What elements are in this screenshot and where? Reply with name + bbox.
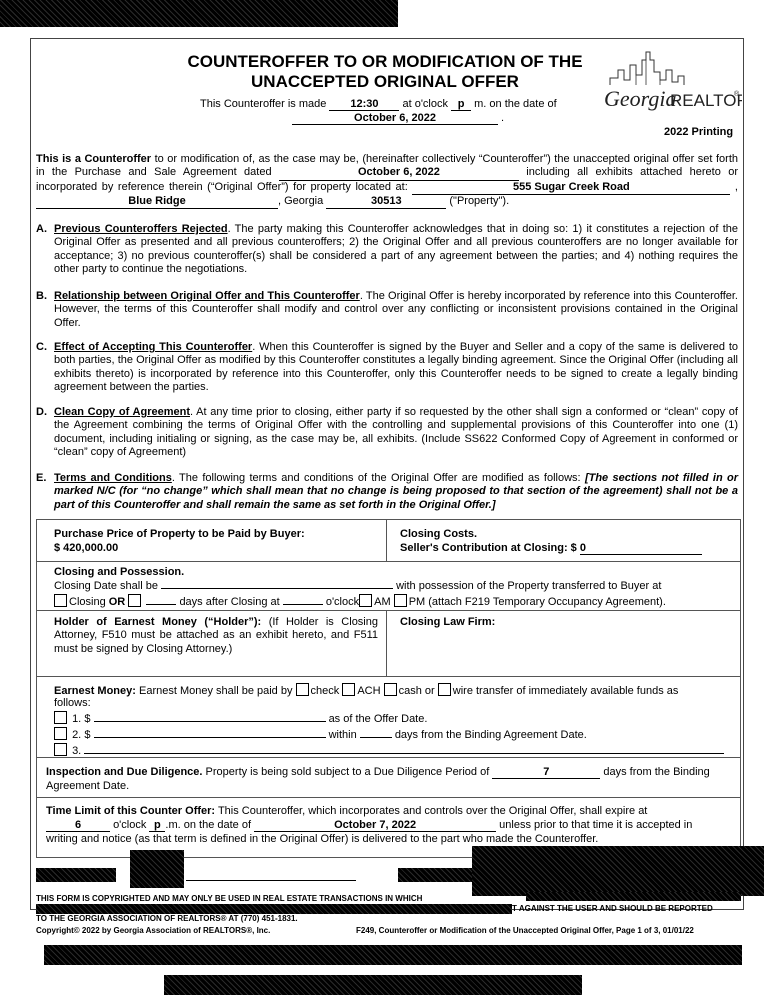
made-time-field[interactable]: 12:30 [329, 98, 399, 111]
earnest-item-2-amount[interactable] [94, 737, 326, 738]
seller-contribution-field[interactable]: 0 [580, 542, 702, 555]
earnest-ach-checkbox[interactable] [342, 683, 355, 696]
made-date-field[interactable]: October 6, 2022 [292, 112, 498, 125]
form-title-line1: COUNTEROFFER TO OR MODIFICATION OF THE [187, 52, 583, 71]
earnest-wire-checkbox[interactable] [438, 683, 451, 696]
inspection-line2: Agreement Date. [46, 780, 130, 792]
violation-fragment: T AGAINST THE USER AND SHOULD BE REPORTED [512, 904, 713, 913]
copyright-notice: THIS FORM IS COPYRIGHTED AND MAY ONLY BE USED IN REAL ESTATE TRANSACTIONS IN WHICH [36, 894, 423, 903]
earnest-item-3: 3. [54, 743, 724, 757]
days-after-checkbox[interactable] [128, 594, 141, 607]
pm-checkbox[interactable] [394, 594, 407, 607]
earnest-item-1-checkbox[interactable] [54, 711, 67, 724]
section-d: Clean Copy of Agreement. At any time prior to closing, either party if so requested by the other shall sign a conformed or “clean” copy of the Agreement combining the terms of Original Offer with the controlling and supplemental provisions of this Counteroffer into one (1) document, including initialing or signing, as the case may be, all exhibits. (Include SS622 Conformed Copy of Agreement in conformed or “clean” copy of Agreement) [54, 406, 738, 458]
days-after-field[interactable] [146, 604, 176, 605]
law-firm-label: Closing Law Firm: [400, 616, 496, 628]
section-c: Effect of Accepting This Counteroffer. When this Counteroffer is signed by the Buyer and Seller and a copy of the same is delivered to both parties, the Original Offer as modified by this Counteroffer constitutes a legally binding agreement. Since the Original Offer (including all exhibits thereto) is incorporated by reference into this Counteroffer, only this Counteroffer needs to be signed to create a legally binding agreement between the parties. [54, 341, 738, 393]
closing-date-field[interactable] [161, 588, 393, 589]
address-field[interactable]: 555 Sugar Creek Road [412, 181, 730, 195]
copyright-line: Copyright© 2022 by Georgia Association of REALTORS®, Inc. [36, 926, 271, 935]
svg-text:REALTORS: REALTO [670, 91, 737, 110]
closing-costs-label: Closing Costs. [400, 528, 478, 540]
redaction-footer-line [36, 904, 512, 914]
assoc-line: TO THE GEORGIA ASSOCIATION OF REALTORS® AT (770) 451-1831. [36, 914, 298, 923]
redaction-block-center [130, 850, 184, 888]
redaction-bar-top [0, 0, 398, 27]
made-ampm-field[interactable]: p [451, 98, 471, 111]
redaction-block-right [472, 846, 764, 896]
earnest-item-3-checkbox[interactable] [54, 743, 67, 756]
inspection-line: Inspection and Due Diligence. Property is being sold subject to a Due Diligence Period of 7 days from the Binding [46, 766, 710, 778]
agreement-date-field[interactable]: October 6, 2022 [279, 166, 519, 180]
earnest-item-2: 2. $ within days from the Binding Agreement Date. [54, 727, 587, 741]
am-checkbox[interactable] [359, 594, 372, 607]
made-date-line: October 6, 2022 . [292, 112, 504, 125]
expire-date-field[interactable]: October 7, 2022 [254, 819, 496, 832]
price-label: Purchase Price of Property to be Paid by Buyer: [54, 528, 305, 540]
made-line: This Counteroffer is made 12:30 at o'clock p m. on the date of [200, 98, 557, 110]
follows-label: follows: [54, 697, 91, 709]
form-id-line: F249, Counteroffer or Modification of the Unaccepted Original Offer, Page 1 of 3, 01/01/22 [356, 926, 694, 935]
closing-date-line: Closing Date shall be with possession of the Property transferred to Buyer at [54, 580, 662, 592]
seller-contribution: Seller's Contribution at Closing: $ 0 [400, 542, 702, 555]
earnest-item-3-field[interactable] [84, 753, 724, 754]
time-limit-line3: writing and notice (as that term is defined in the Original Offer) is delivered to the part who made the Counteroffer. [46, 833, 599, 845]
closing-options-line: Closing OR days after Closing at o'clock AM PM (attach F219 Temporary Occupancy Agreement). [54, 594, 666, 608]
redaction-block-left [36, 868, 116, 882]
price-value[interactable]: $ 420,000.00 [54, 542, 119, 554]
expire-ampm-field[interactable]: p [149, 819, 165, 832]
section-d-letter: D. [36, 406, 47, 418]
zip-field[interactable]: 30513 [326, 195, 446, 209]
redaction-block-mid [398, 868, 472, 882]
svg-text:®: ® [734, 91, 740, 98]
redaction-footer-right [526, 892, 741, 901]
closing-checkbox[interactable] [54, 594, 67, 607]
section-b: Relationship between Original Offer and This Counteroffer. The Original Offer is hereby incorporated by reference into this Counteroffer. However, the terms of this Counteroffer shall modify and control over any conflicting or inconsistent provisions contained in the Original Offer. [54, 290, 738, 329]
earnest-check-checkbox[interactable] [296, 683, 309, 696]
redaction-bar-bottom1 [44, 945, 742, 965]
logo-text: Georgia [604, 86, 677, 111]
section-e-letter: E. [36, 472, 47, 484]
city-field[interactable]: Blue Ridge [36, 195, 278, 209]
intro-paragraph: This is a Counteroffer to or modification of, as the case may be, (hereinafter collectively “Counteroffer”) the unaccepted original offer set forth in the Purchase and Sale Agreement dated October 6, 2022 including all exhibits attached hereto or incorporated by reference therein (“Original Offer”) for property located at: 555 Sugar Creek Road , Blue Ridge , Georgia 30513 ("Property"). [36, 153, 738, 209]
possession-label: Closing and Possession. [54, 566, 185, 578]
earnest-item-2-checkbox[interactable] [54, 727, 67, 740]
due-diligence-days-field[interactable]: 7 [492, 766, 600, 779]
earnest-item-1: 1. $ as of the Offer Date. [54, 711, 427, 725]
earnest-money-line: Earnest Money: Earnest Money shall be paid by check ACH cash or wire transfer of immediately available funds as [54, 685, 679, 697]
section-c-letter: C. [36, 341, 47, 353]
time-limit-line1: Time Limit of this Counter Offer: This Counteroffer, which incorporates and controls over the Original Offer, shall expire at [46, 805, 648, 817]
redaction-bar-bottom2 [164, 975, 582, 995]
section-b-letter: B. [36, 290, 47, 302]
section-a: Previous Counteroffers Rejected. The party making this Counteroffer acknowledges that in doing so: 1) it constitutes a rejection of the Original Offer as presented and all previous counteroffers; 2) the Original Offer and all previous counteroffers are no longer available for acceptance; 3) no previous counteroffer(s) shall be considered a part of any agreement between the parties; and 4) nothing requires the other party to continue the negotiations. [54, 223, 738, 275]
section-a-letter: A. [36, 223, 47, 235]
earnest-cash-checkbox[interactable] [384, 683, 397, 696]
printing-label: 2022 Printing [664, 126, 734, 138]
holder-block: Holder of Earnest Money (“Holder”): (If Holder is Closing Attorney, F510 must be attached as an exhibit hereto, and F511 must be signed by Closing Attorney.) [54, 616, 378, 655]
form-title-line2: UNACCEPTED ORIGINAL OFFER [251, 72, 519, 91]
expire-hour-field[interactable]: 6 [46, 819, 110, 832]
time-limit-line2: 6 o'clock p .m. on the date of October 7, 2022 unless prior to that time it is accepted in [46, 819, 692, 832]
earnest-item-1-amount[interactable] [94, 721, 326, 722]
earnest-item-2-days[interactable] [360, 737, 392, 738]
section-e: Terms and Conditions. The following terms and conditions of the Original Offer are modified as follows: [The sections not filled in or marked N/C (for “no change” which shall mean that no change is being proposed to that section of the agreement) shall not be a part of this Counteroffer and shall remain the same as set forth in the Original Offer.] [54, 472, 738, 511]
possession-time-field[interactable] [283, 604, 323, 605]
georgia-realtors-logo [600, 40, 742, 120]
